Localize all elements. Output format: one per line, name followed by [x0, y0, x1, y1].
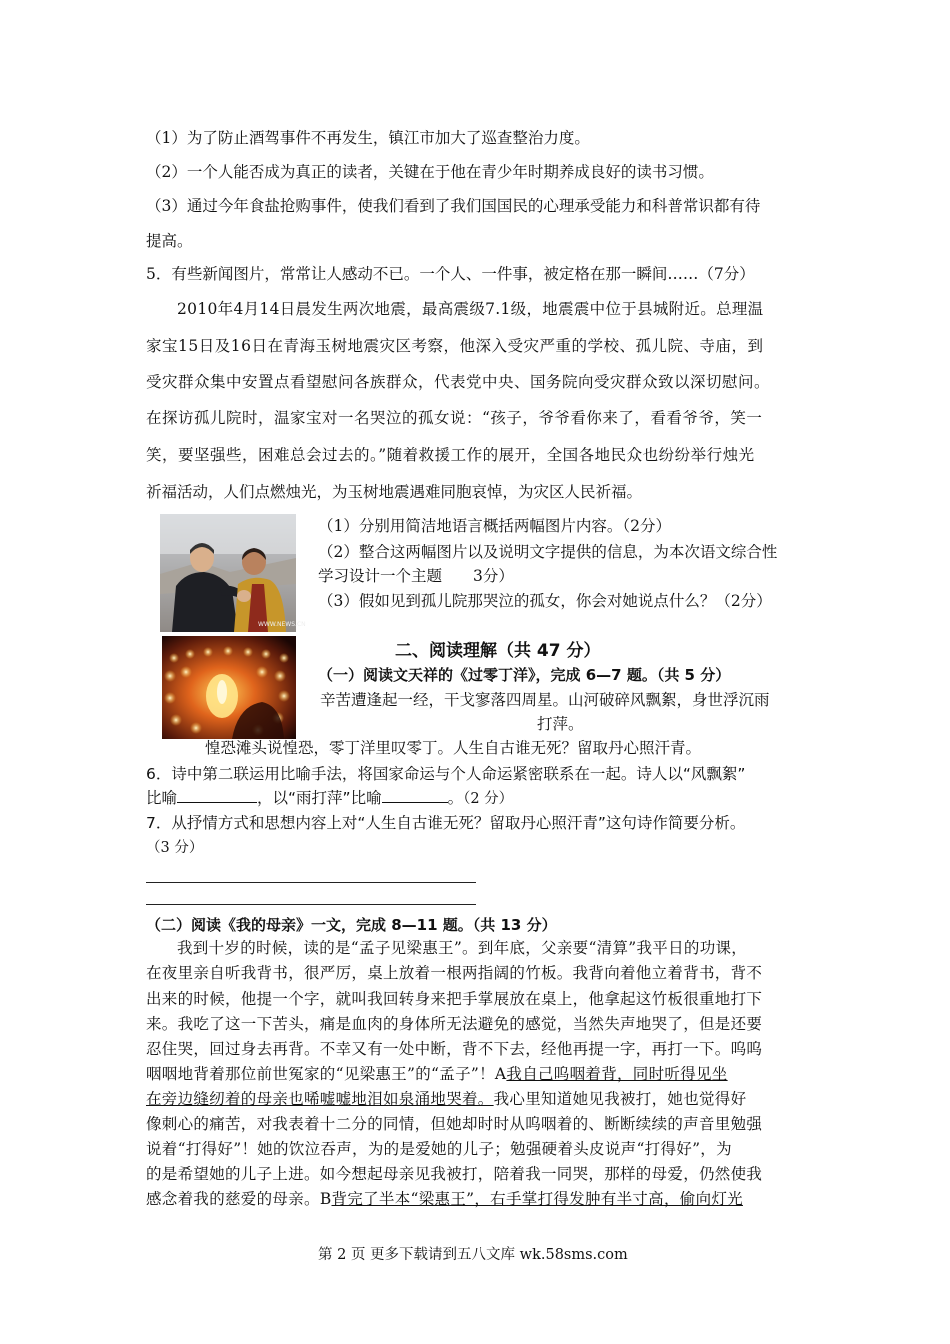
photo-candlelight-vigil	[162, 636, 296, 739]
q7-score: （3 分）	[146, 840, 204, 856]
q7-line-1: 7．从抒情方式和思想内容上对“人生自古谁无死？留取丹心照汗青”这句诗作简要分析。	[146, 814, 746, 832]
q5-passage-line: 2010年4月14日晨发生两次地震，最高震级7.1级，地震震中位于县城附近。总理温	[177, 300, 764, 318]
q6-line-1: 6．诗中第二联运用比喻手法，将国家命运与个人命运紧密联系在一起。诗人以“风飘絮”	[146, 765, 746, 783]
essay-text: 咽咽地背着那位前世冤家的“见梁惠王”的“孟子”！	[146, 1065, 495, 1083]
photo-watermark: WWW.NEWS.CN	[258, 621, 306, 628]
q6-text: 。	[447, 789, 464, 807]
poem-line: 惶恐滩头说惶恐，零丁洋里叹零丁。人生自古谁无死？留取丹心照汗青。	[205, 739, 702, 757]
essay-line: 忍住哭，回过身去再背。不幸又有一处中断，背不下去，经他再提一字，再打一下。呜呜	[146, 1040, 763, 1058]
q6-text: 比喻	[146, 789, 178, 807]
underlined-sentence-b: 背完了半本“梁惠王”，右手掌打得发肿有半寸高，偷向灯光	[331, 1190, 743, 1208]
essay-line: 在夜里亲自听我背书，很严厉，桌上放着一根两指阔的竹板。我背向着他立着背书，背不	[146, 964, 763, 982]
q5-sub-2: （2）整合这两幅图片以及说明文字提供的信息，为本次语文综合性	[318, 543, 778, 561]
q5-passage-line: 在探访孤儿院时，温家宝对一名哭泣的孤女说：“孩子，爷爷看你来了，看看爷爷，笑一	[146, 409, 763, 427]
q4-item-3: （3）通过今年食盐抢购事件，使我们看到了我们国国民的心理承受能力和科普常识都有待	[146, 197, 761, 215]
q6-line-2	[146, 788, 513, 809]
q5-sub-1: （1）分别用简洁地语言概括两幅图片内容。（2分）	[318, 517, 671, 535]
q5-sub-3: （3）假如见到孤儿院那哭泣的孤女，你会对她说点什么？（2分）	[318, 592, 772, 610]
q5-title: 5．有些新闻图片，常常让人感动不已。一个人、一件事，被定格在那一瞬间……（7分）	[146, 265, 755, 283]
essay-text: 我心里知道她见我被打，她也觉得好	[493, 1090, 747, 1108]
q5-sub-2-cont: 学习设计一个主题 3分）	[318, 567, 514, 585]
part-1-title: （一）阅读文天祥的《过零丁洋》，完成 6—7 题。（共 5 分）	[318, 666, 731, 684]
essay-line: 像刺心的痛苦，对我表着十二分的同情，但她却时时从呜咽着的、断断续续的声音里勉强	[146, 1115, 763, 1133]
marker-a: A	[494, 1065, 507, 1083]
essay-text: 感念着我的慈爱的母亲。	[146, 1190, 320, 1208]
q6-score: （2 分）	[463, 791, 514, 807]
q5-passage-line: 家宝15日及16日在青海玉树地震灾区考察，他深入受灾严重的学校、孤儿院、寺庙，到	[146, 337, 764, 355]
underlined-sentence-a: 我自己呜咽着背，同时听得见坐	[506, 1065, 728, 1083]
essay-line: 出来的时候，他提一个字，就叫我回转身来把手掌展放在桌上，他拿起这竹板很重地打下	[146, 990, 763, 1008]
marker-b: B	[319, 1190, 332, 1208]
essay-line-11	[146, 1189, 743, 1209]
photo-premier-orphan	[160, 514, 306, 632]
q5-passage-line: 笑，要坚强些，困难总会过去的。”随着救援工作的展开，全国各地民众也纷纷举行烛光	[146, 446, 755, 464]
poem-line: 打萍。	[537, 715, 584, 733]
part-2-title: （二）阅读《我的母亲》一文，完成 8—11 题。（共 13 分）	[146, 916, 557, 934]
essay-line-7	[146, 1089, 746, 1109]
page-footer: 第 2 页 更多下载请到五八文库 wk.58sms.com	[318, 1247, 628, 1263]
q4-item-3-cont: 提高。	[146, 232, 193, 250]
essay-line: 来。我吃了这一下苦头，痛是血肉的身体所无法避免的感觉，当然失声地哭了，但是还要	[146, 1015, 763, 1033]
q6-answer-blank-1[interactable]	[177, 802, 257, 803]
q5-passage-line: 受灾群众集中安置点看望慰问各族群众，代表党中央、国务院向受灾群众致以深切慰问。	[146, 373, 771, 391]
essay-line: 说着“打得好”！她的饮泣吞声，为的是爱她的儿子；勉强硬着头皮说声“打得好”，为	[146, 1140, 732, 1158]
q7-answer-line[interactable]	[146, 904, 476, 905]
essay-line: 我到十岁的时候，读的是“孟子见梁惠王”。到年底，父亲要“清算”我平日的功课，	[177, 939, 748, 957]
poem-line: 辛苦遭逢起一经，干戈寥落四周星。山河破碎风飘絮，身世浮沉雨	[320, 691, 770, 709]
q4-item-1: （1）为了防止酒驾事件不再发生，镇江市加大了巡查整治力度。	[146, 129, 590, 147]
q6-text: ，以“雨打萍”比喻	[257, 789, 382, 807]
underlined-sentence-a-cont: 在旁边缝纫着的母亲也唏嘘嘘地泪如泉涌地哭着。	[146, 1090, 494, 1108]
section-2-title: 二、阅读理解（共 47 分）	[395, 641, 601, 661]
essay-line-6	[146, 1064, 728, 1084]
q6-answer-blank-2[interactable]	[382, 802, 448, 803]
q4-item-2: （2）一个人能否成为真正的读者，关键在于他在青少年时期养成良好的读书习惯。	[146, 163, 714, 181]
q5-passage-line: 祈福活动，人们点燃烛光，为玉树地震遇难同胞哀悼，为灾区人民祈福。	[146, 483, 643, 501]
q7-answer-line[interactable]	[146, 882, 476, 883]
essay-line: 的是希望她的儿子上进。如今想起母亲见我被打，陪着我一同哭，那样的母爱，仍然使我	[146, 1165, 763, 1183]
